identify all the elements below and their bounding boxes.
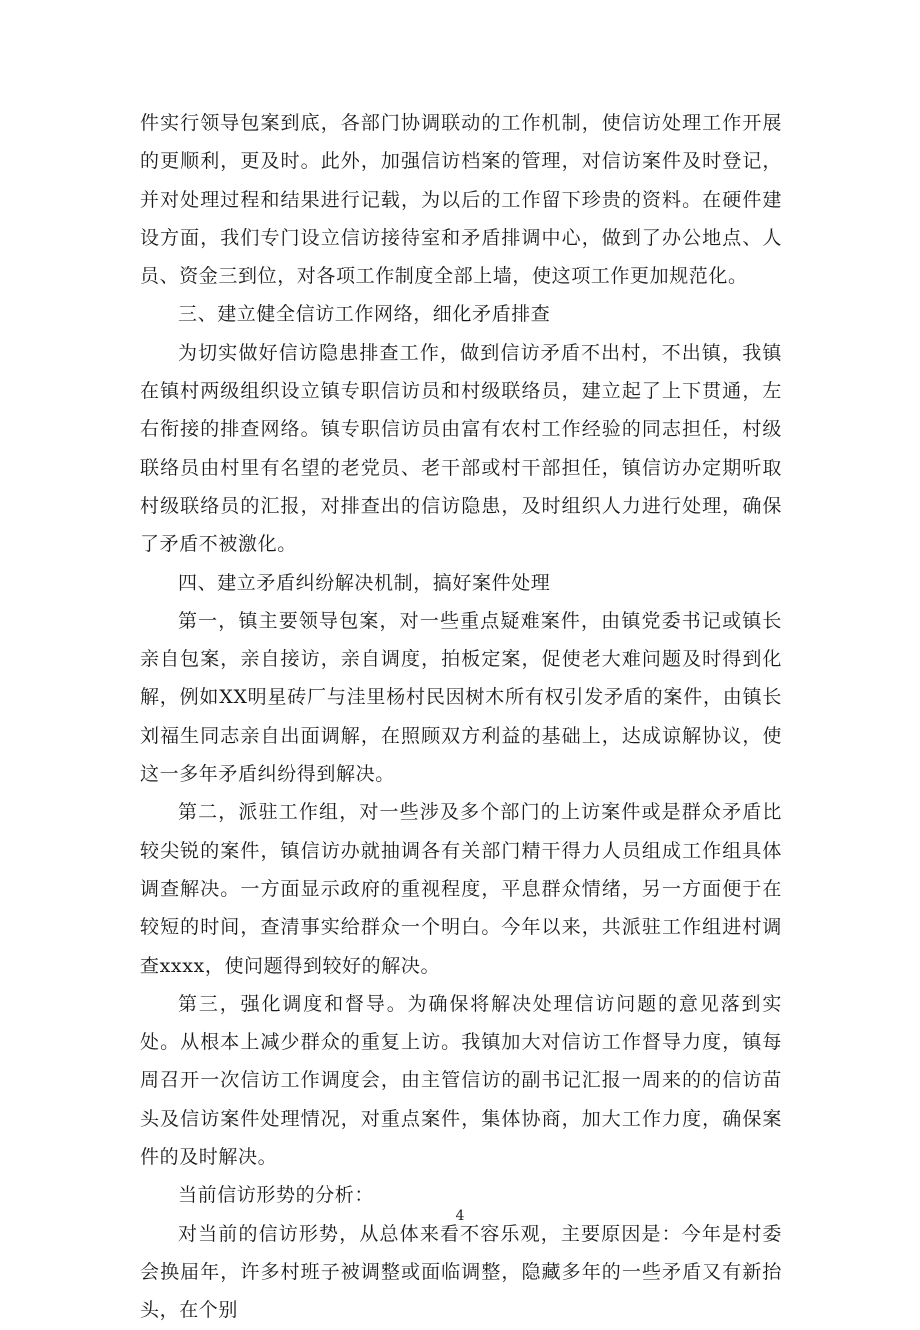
paragraph: 为切实做好信访隐患排查工作，做到信访矛盾不出村，不出镇，我镇在镇村两级组织设立镇专职信访员和村级联络员，建立起了上下贯通，左右衔接的排查网络。镇专职信访员由富有农村工作经验的同志担任，村级联络员由村里有名望的老党员、老干部或村干部担任，镇信访办定期听取村级联络员的汇报，对排查出的信访隐患，及时组织人力进行处理，确保了矛盾不被激化。: [140, 341, 782, 556]
subheading-analysis: 当前信访形势的分析：: [178, 1184, 375, 1207]
paragraph: 第三，强化调度和督导。为确保将解决处理信访问题的意见落到实处。从根本上减少群众的重复上访。我镇加大对信访工作督导力度，镇每周召开一次信访工作调度会，由主管信访的副书记汇报一周来的的信访苗头及信访案件处理情况，对重点案件，集体协商，加大工作力度，确保案件的及时解决。: [140, 992, 782, 1169]
section-heading-3: 三、建立健全信访工作网络，细化矛盾排查: [178, 303, 551, 326]
page-number: 4: [455, 1208, 465, 1224]
section-heading-4: 四、建立矛盾纠纷解决机制，搞好案件处理: [178, 571, 551, 594]
document-page: [140, 104, 782, 1330]
paragraph: 第二，派驻工作组，对一些涉及多个部门的上访案件或是群众矛盾比较尖锐的案件，镇信访办就抽调各有关部门精干得力人员组成工作组具体调查解决。一方面显示政府的重视程度，平息群众情绪，另一方面便于在较短的时间，查清事实给群众一个明白。今年以来，共派驻工作组进村调查xxxx，使问题得到较好的解决。: [140, 801, 782, 977]
paragraph-continuation: 件实行领导包案到底，各部门协调联动的工作机制，使信访处理工作开展的更顺利，更及时。此外，加强信访档案的管理，对信访案件及时登记，并对处理过程和结果进行记载，为以后的工作留下珍贵的资料。在硬件建设方面，我们专门设立信访接待室和矛盾排调中心，做到了办公地点、人员、资金三到位，对各项工作制度全部上墙，使这项工作更加规范化。: [140, 112, 782, 288]
paragraph: 对当前的信访形势，从总体来看不容乐观，主要原因是：今年是村委会换届年，许多村班子被调整或面临调整，隐藏多年的一些矛盾又有新抬头，在个别: [140, 1222, 782, 1322]
paragraph: 第一，镇主要领导包案，对一些重点疑难案件，由镇党委书记或镇长亲自包案，亲自接访，亲自调度，拍板定案，促使老大难问题及时得到化解，例如XX明星砖厂与洼里杨村民因树木所有权引发矛盾的案件，由镇长刘福生同志亲自出面调解，在照顾双方利益的基础上，达成谅解协议，使这一多年矛盾纠纷得到解决。: [140, 609, 782, 786]
